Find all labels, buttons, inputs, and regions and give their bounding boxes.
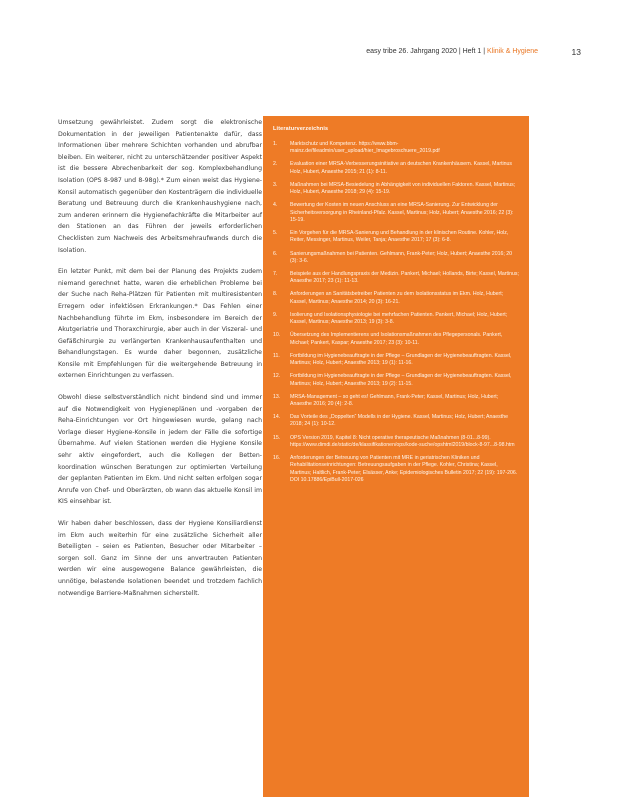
references-list bbox=[273, 141, 519, 484]
references-box bbox=[263, 116, 529, 797]
reference-text: Marktschutz und Kompetenz. https://www.bbm-mainz.de/fileadmin/user_upload/hier_Imagebroschuere_2019.pdf bbox=[290, 141, 440, 155]
reference-item bbox=[273, 353, 519, 367]
reference-text: Fortbildung im Hygienebeauftragte in der Pflege – Grundlagen der Hygienebeauftragten. Kassel, Martinus; Holz, Hubert; Anaesthe 2013; 19 (2): 11-15. bbox=[290, 373, 512, 387]
reference-item bbox=[273, 373, 519, 387]
reference-text: Evaluation einer MRSA-Verbesserungsinitiative an deutschen Krankenhäusern. Kassel, Martinus Holz, Hubert, Anaesthe 2015; 21 (1): 8-11. bbox=[290, 161, 513, 175]
paragraph: Obwohl diese selbstverständlich nicht bindend sind und immer auf die Notwendigkeit von Hygieneplänen und -vorgaben der Reha-Einrichtungen vor Ort hingewiesen wurde, gelang nach Vorlage dieser Hygiene-Konsile in jedem der Fälle die sofortige Übernahme. Auf vielen Stationen werden die Hygiene Konsile sehr aktiv eingefordert, auch die Kollegen der Betten-koordination wünschen Beratungen zur optimierten Verteilung der geplanten Patienten im Ekm. Und nicht selten erfolgen sogar Anrufe von Chef- und Oberärzten, ob wann das aktuelle Konsil im KIS einsehbar ist. bbox=[58, 394, 262, 506]
reference-text: MRSA-Management – so geht es! Gehlmann, Frank-Peter; Kassel, Martinus; Holz, Hubert; Anaesthe 2016; 20 (4): 2-8. bbox=[290, 393, 499, 407]
reference-item bbox=[273, 435, 519, 449]
reference-number: 10. bbox=[273, 332, 281, 339]
page-number: 13 bbox=[571, 47, 581, 57]
reference-item bbox=[273, 230, 519, 244]
reference-item bbox=[273, 312, 519, 326]
reference-number: 1. bbox=[273, 141, 278, 147]
reference-number: 8. bbox=[273, 291, 278, 298]
reference-text: Anforderungen der Betreuung von Patienten mit MRE in geriatrischen Kliniken und Rehabilitationseinrichtungen: Betreuungsaufgaben in der Pflege. Kohler, Christina; Kassel, Martinus; Haltlich, Frank-Peter; Elsässer, Anke; Epidemiologisches Bulletin 2017; 22 (19): 197-206. DOI 10.17886/EpiBull-2017-026 bbox=[290, 455, 518, 483]
reference-number: 13. bbox=[273, 393, 281, 400]
references-title: Literaturverzeichnis bbox=[273, 126, 329, 132]
reference-number: 2. bbox=[273, 161, 278, 168]
reference-text: Sanierungsmaßnahmen bei Patienten. Gehlmann, Frank-Peter; Holz, Hubert; Anaesthe 2016; 20 (3): 3-6. bbox=[290, 250, 513, 264]
reference-text: Fortbildung im Hygienebeauftragte in der Pflege – Grundlagen der Hygienebeauftragten. Kassel, Martinus; Holz, Hubert; Anaesthe 2013; 19 (1): 11-16. bbox=[290, 352, 512, 367]
reference-item bbox=[273, 394, 519, 408]
reference-item bbox=[273, 161, 519, 175]
page-header bbox=[0, 47, 624, 59]
paragraph: Ein letzter Punkt, mit dem bei der Planung des Projekts zudem niemand gerechnet hatte, waren die erheblichen Probleme bei der Suche nach Reha-Plätzen für Patienten mit multiresistenten Erregern oder infektiösen Erkrankungen.* Das Fehlen einer Nachbehandlung führte im Ekm, insbesondere im Bereich der Akutgeriatrie und Thoraxchirurgie, aber auch in der Viszeral- und Gefäßchirurgie zu verlängerten Krankenhausaufenthalten und Behandlungstagen. Es wurde daher begonnen, zusätzliche Konsile mit Empfehlungen für die weitergehende Betreuung in externen Einrichtungen zu verfassen. bbox=[58, 268, 262, 380]
section-label: Klinik & Hygiene bbox=[487, 48, 538, 55]
paragraph: Wir haben daher beschlossen, dass der Hygiene Konsiliardienst im Ekm auch weiterhin für eine zusätzliche Sicherheit aller Beteiligten – seien es Patienten, Besucher oder Mitarbeiter – sorgen soll. Ganz im Sinne der uns anvertrauten Patienten werden wir eine ausgewogene Balance gewährleisten, die unnötige, belastende Isolationen beendet und trotzdem fachlich notwendige Barriere-Maßnahmen sicherstellt. bbox=[58, 520, 262, 597]
reference-text: Maßnahmen bei MRSA-Besiedelung in Abhängigkeit von individuellen Faktoren. Kassel, Martinus; Holz, Hubert, Anaesthe 2018; 29 (4): 15-19. bbox=[290, 181, 516, 196]
reference-text: Übersetzung des Implementierens und Isolationsmaßnahmen des Pflegepersonals. Pankert, Michael; Pankert, Kaspar; Anaesthe 2017; 23 (3): 10-11. bbox=[290, 332, 503, 346]
reference-number: 11. bbox=[273, 352, 280, 359]
reference-number: 15. bbox=[273, 434, 281, 441]
reference-number: 7. bbox=[273, 271, 278, 277]
reference-number: 12. bbox=[273, 373, 281, 380]
reference-number: 4. bbox=[273, 202, 278, 209]
paragraph: Umsetzung gewährleistet. Zudem sorgt die elektronische Dokumentation in der jeweiligen Patientenakte dafür, dass Informationen über mehrere Schichten vorhanden und abrufbar bleiben. Ein weiterer, nicht zu unterschätzender positiver Aspekt ist die bessere Abrechenbarkeit der sog. Komplexbehandlung Isolation (OPS 8-987 und 8-98g).* Zum einen weist das Hygiene-Konsil automatisch gegenüber den Kostenträgern die individuelle Beratung und Betreuung durch die Krankenhaushygiene nach, zum anderen erinnern die Hygienefachkräfte die Mitarbeiter auf den Stationen an das Führen der jeweils erforderlichen Checklisten zum Nachweis des Arbeitsmehraufwands durch die Isolation. bbox=[58, 119, 262, 254]
reference-item bbox=[273, 202, 519, 223]
header-separator: | bbox=[483, 48, 486, 55]
reference-text: Das Vorteile des „Doppelten“ Modells in der Hygiene. Kassel, Martinus; Holz, Hubert; Anaesthe 2018; 24 (1): 10-12. bbox=[290, 414, 508, 428]
journal-info: easy tribe 26. Jahrgang 2020 | Heft 1 bbox=[366, 48, 482, 55]
reference-text: Anforderungen an Sanitätsbetreiber Patienten zu dem Isolationsstatus im Ekm. Holz, Hubert; Kassel, Martinus; Anaesthe 2014; 20 (3): 16-21. bbox=[290, 291, 504, 305]
reference-text: Beispiele aus der Handlungspraxis der Medizin. Pankert, Michael; Hollands, Birte; Kassel, Martinus; Anaesthe 2017; 23 (1): 11-13. bbox=[290, 271, 519, 285]
reference-number: 5. bbox=[273, 230, 278, 237]
reference-item bbox=[273, 291, 519, 305]
reference-text: OPS Version 2019, Kapitel 8: Nicht operative therapeutische Maßnahmen (8-01...8-99). https://www.dimdi.de/static/de/klassifikationen/ops/kode-suche/opshtml2019/block-8-97...8-98.htm bbox=[290, 434, 515, 448]
reference-number: 6. bbox=[273, 250, 278, 257]
reference-text: Bewertung der Kosten im neuen Anschluss an eine MRSA-Sanierung. Zur Entwicklung der Sicherheitsversorgung in Rheinland-Pfalz. Kassel, Martinus; Holz, Hubert; Anaesthe 2016; 22 (3): 15-19. bbox=[290, 202, 514, 223]
reference-number: 16. bbox=[273, 455, 281, 462]
reference-item bbox=[273, 455, 519, 483]
reference-item bbox=[273, 271, 519, 285]
reference-number: 3. bbox=[273, 181, 278, 188]
reference-item bbox=[273, 332, 519, 346]
reference-item bbox=[273, 182, 519, 196]
reference-text: Isolierung und Isolationsphysiologie bei mehrfachen Patienten. Pankert, Michael; Holz, Hubert; Kassel, Martinus; Anaesthe 2013; 19 (3): 3-8. bbox=[290, 311, 508, 326]
reference-item bbox=[273, 251, 519, 265]
reference-item bbox=[273, 141, 519, 155]
article-body bbox=[58, 117, 262, 609]
reference-number: 14. bbox=[273, 414, 281, 421]
reference-text: Ein Vorgehen für die MRSA-Sanierung und Behandlung in der klinischen Routine. Kohler, Holz, Reiter, Messinger, Martinus, Weiler, Tanja; Anaesthe 2017; 17 (3): 6-8. bbox=[290, 230, 509, 244]
reference-number: 9. bbox=[273, 311, 278, 318]
reference-item bbox=[273, 414, 519, 428]
running-header bbox=[366, 48, 538, 55]
